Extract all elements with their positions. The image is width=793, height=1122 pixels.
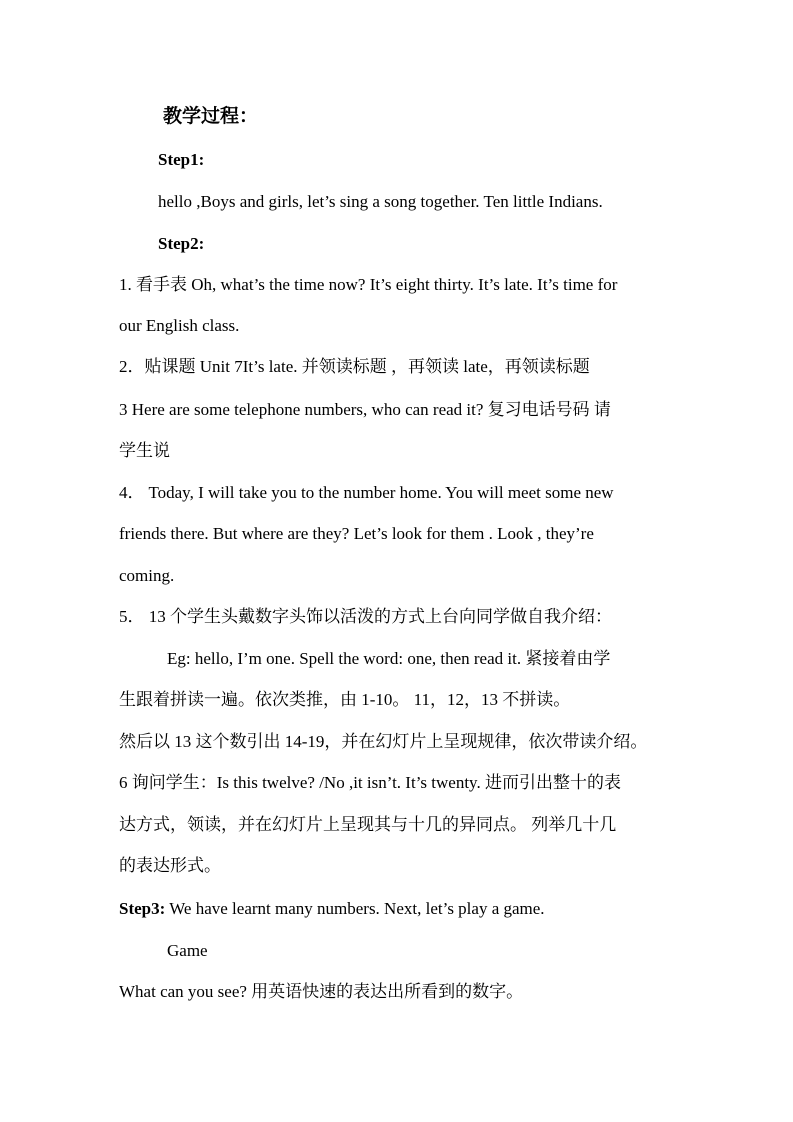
step2-line: 学生说 [119,441,170,460]
step1-text: hello ,Boys and girls, let’s sing a song together. Ten little Indians. [158,192,603,211]
step2-line: friends there. But where are they? Let’s look for them . Look , they’re [119,524,594,543]
step1-label: Step1: [158,150,205,169]
step2-line: Eg: hello, I’m one. Spell the word: one, then read it. 紧接着由学 [167,649,611,668]
step2-line: 5． 13 个学生头戴数字头饰以活泼的方式上台向同学做自我介绍： [119,607,612,626]
step3-question: What can you see? 用英语快速的表达出所看到的数字。 [119,982,524,1001]
step2-line: 6 询问学生：Is this twelve? /No ,it isn’t. It’s twenty. 进而引出整十的表 [119,773,621,792]
step3-game: Game [167,941,208,960]
step2-line: 3 Here are some telephone numbers, who can read it? 复习电话号码 请 [119,400,611,419]
step2-line: 生跟着拼读一遍。依次类推，由 1-10。 11，12，13 不拼读。 [119,690,571,709]
step2-line: 达方式，领读，并在幻灯片上呈现其与十几的异同点。 列举几十几 [119,815,617,834]
step3-text: We have learnt many numbers. Next, let’s play a game. [165,899,545,918]
step2-line: coming. [119,566,175,585]
step3-label: Step3: [119,899,166,918]
step2-label: Step2: [158,234,205,253]
step2-line: 2．贴课题 Unit 7It’s late. 并领读标题 ，再领读 late，再领读标题 [119,357,590,376]
section-heading: 教学过程： [163,106,259,127]
step2-line: our English class. [119,316,240,335]
step3-line [119,898,545,920]
step2-line: 4． Today, I will take you to the number home. You will meet some new [119,483,614,502]
step2-line: 然后以 13 这个数引出 14-19，并在幻灯片上呈现规律，依次带读介绍。 [119,732,648,751]
step2-line: 1. 看手表 Oh, what’s the time now? It’s eight thirty. It’s late. It’s time for [119,275,618,294]
step2-line: 的表达形式。 [119,856,221,875]
